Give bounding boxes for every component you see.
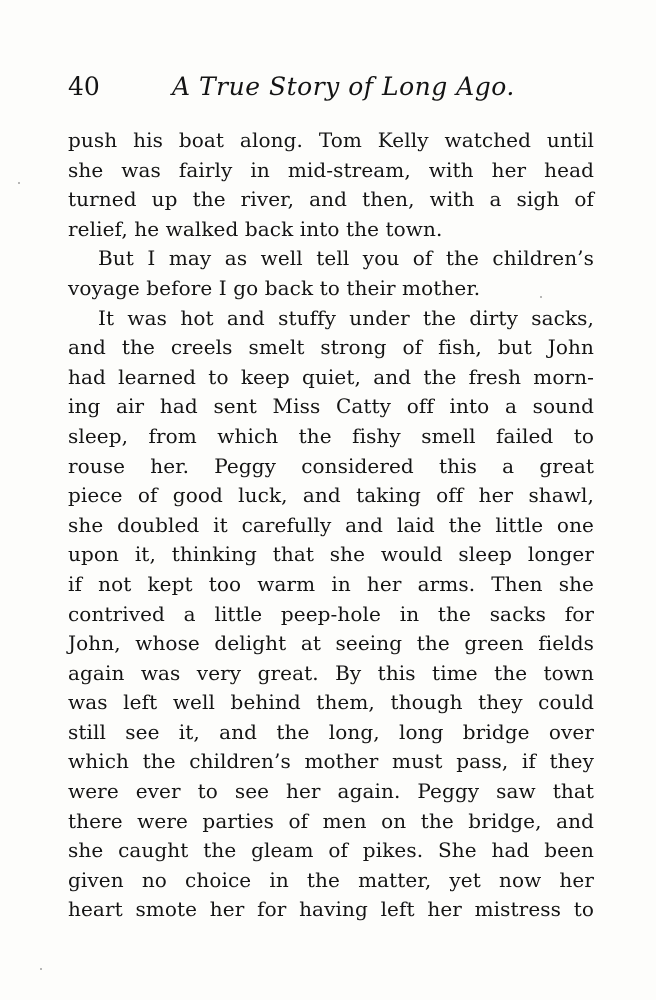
text-line: turned up the river, and then, with a sigh of: [68, 187, 594, 212]
running-title: A True Story of Long Ago.: [172, 72, 515, 101]
print-speck: [540, 296, 542, 298]
body-text: [68, 126, 594, 925]
text-line: But I may as well tell you of the children’s: [98, 246, 594, 271]
print-speck: [18, 182, 20, 184]
text-line: It was hot and stuffy under the dirty sacks,: [98, 305, 594, 330]
running-head: [68, 72, 598, 108]
page-number: 40: [68, 72, 100, 101]
text-line: there were parties of men on the bridge, and: [68, 808, 594, 833]
text-line: she was fairly in mid-stream, with her head: [68, 157, 594, 182]
text-line: again was very great. By this time the town: [68, 660, 594, 685]
text-line: was left well behind them, though they could: [68, 690, 594, 715]
text-line: if not kept too warm in her arms. Then she: [68, 571, 594, 596]
text-line: sleep, from which the fishy smell failed to: [68, 423, 594, 448]
text-line: push his boat along. Tom Kelly watched until: [68, 128, 594, 152]
text-line: heart smote her for having left her mistress to: [68, 897, 594, 922]
text-line: ing air had sent Miss Catty off into a sound: [68, 394, 594, 419]
text-line: voyage before I go back to their mother.: [68, 275, 481, 300]
text-line: relief, he walked back into the town.: [68, 216, 443, 241]
print-speck: [40, 968, 42, 970]
text-line: rouse her. Peggy considered this a great: [68, 453, 594, 478]
text-line: which the children’s mother must pass, if they: [68, 749, 594, 774]
text-line: she caught the gleam of pikes. She had been: [68, 838, 594, 863]
text-line: still see it, and the long, long bridge over: [68, 719, 594, 744]
text-line: she doubled it carefully and laid the little one: [68, 512, 594, 537]
text-line: piece of good luck, and taking off her shawl,: [68, 483, 594, 508]
text-line: contrived a little peep-hole in the sacks for: [68, 601, 594, 626]
text-line: and the creels smelt strong of fish, but John: [68, 335, 594, 360]
text-line: had learned to keep quiet, and the fresh morn-: [68, 364, 594, 389]
text-line: upon it, thinking that she would sleep longer: [68, 542, 594, 567]
text-line: were ever to see her again. Peggy saw that: [68, 779, 594, 804]
text-line: John, whose delight at seeing the green fields: [68, 631, 594, 656]
text-line: given no choice in the matter, yet now her: [68, 867, 594, 892]
